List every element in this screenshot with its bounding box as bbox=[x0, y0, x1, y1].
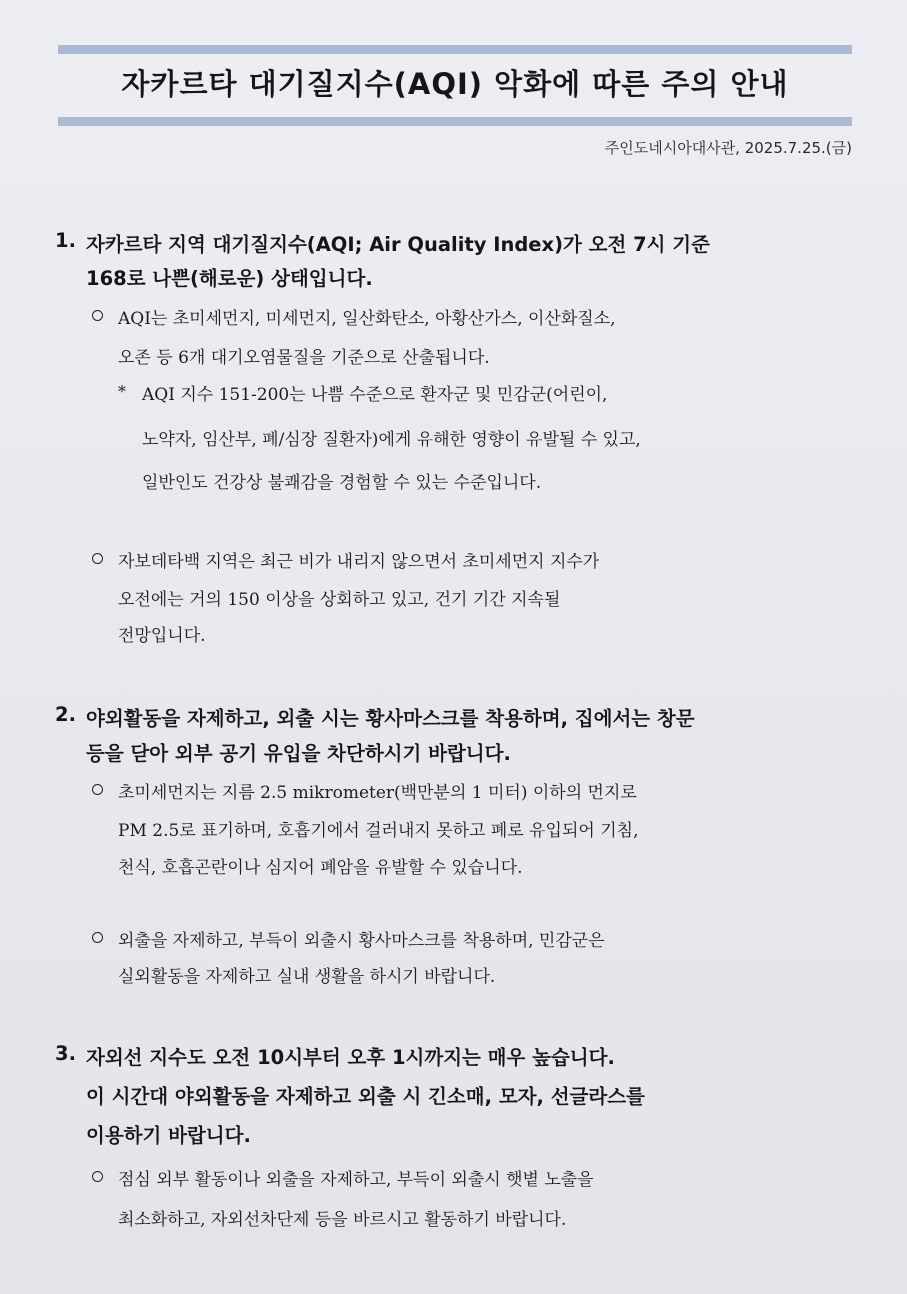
section-1-heading-line-1: 자카르타 지역 대기질지수(AQI; Air Quality Index)가 오전 7시 기준 bbox=[86, 233, 710, 256]
title-top-rule bbox=[58, 45, 852, 54]
section-1-note-line-3: 일반인도 건강상 불쾌감을 경험할 수 있는 수준입니다. bbox=[142, 473, 542, 493]
section-2-bullet-2-line-1: 외출을 자제하고, 부득이 외출시 황사마스크를 착용하며, 민감군은 bbox=[118, 931, 605, 951]
bullet-marker bbox=[92, 932, 103, 943]
section-3-heading-line-3: 이용하기 바랍니다. bbox=[86, 1124, 251, 1147]
bullet-marker bbox=[92, 553, 103, 564]
document-title: 자카르타 대기질지수(AQI) 악화에 따른 주의 안내 bbox=[121, 67, 789, 101]
section-2-heading-line-1: 야외활동을 자제하고, 외출 시는 황사마스크를 착용하며, 집에서는 창문 bbox=[86, 707, 695, 730]
section-2-bullet-2-line-2: 실외활동을 자제하고 실내 생활을 하시기 바랍니다. bbox=[118, 967, 496, 987]
section-1-note-line-1: AQI 지수 151-200는 나쁨 수준으로 환자군 및 민감군(어린이, bbox=[142, 385, 608, 405]
section-1-bullet-2-line-1: 자보데타백 지역은 최근 비가 내리지 않으면서 초미세먼지 지수가 bbox=[118, 552, 600, 572]
section-1-bullet-1-line-1: AQI는 초미세먼지, 미세먼지, 일산화탄소, 아황산가스, 이산화질소, bbox=[118, 309, 616, 329]
section-1-bullet-2-line-2: 오전에는 거의 150 이상을 상회하고 있고, 건기 기간 지속될 bbox=[118, 590, 561, 610]
section-3-bullet-1-line-1: 점심 외부 활동이나 외출을 자제하고, 부득이 외출시 햇볕 노출을 bbox=[118, 1170, 594, 1190]
section-2-number: 2. bbox=[55, 703, 76, 726]
bullet-marker bbox=[92, 310, 103, 321]
section-1-heading-line-2: 168로 나쁜(해로운) 상태입니다. bbox=[86, 267, 373, 290]
section-2-bullet-1-line-2: PM 2.5로 표기하며, 호흡기에서 걸러내지 못하고 폐로 유입되어 기침, bbox=[118, 821, 639, 841]
section-2-bullet-1-line-3: 천식, 호흡곤란이나 심지어 폐암을 유발할 수 있습니다. bbox=[118, 858, 523, 878]
section-3-heading-line-2: 이 시간대 야외활동을 자제하고 외출 시 긴소매, 모자, 선글라스를 bbox=[86, 1085, 645, 1108]
issuer-date: 주인도네시아대사관, 2025.7.25.(금) bbox=[604, 139, 852, 157]
section-3-heading-line-1: 자외선 지수도 오전 10시부터 오후 1시까지는 매우 높습니다. bbox=[86, 1046, 615, 1069]
section-1-number: 1. bbox=[55, 229, 76, 252]
section-1-bullet-2-line-3: 전망입니다. bbox=[118, 626, 206, 646]
bullet-marker bbox=[92, 1171, 103, 1182]
section-2-heading-line-2: 등을 닫아 외부 공기 유입을 차단하시기 바랍니다. bbox=[86, 742, 511, 765]
bullet-marker bbox=[92, 784, 103, 795]
section-1-note-line-2: 노약자, 임산부, 폐/심장 질환자)에게 유해한 영향이 유발될 수 있고, bbox=[142, 430, 641, 450]
section-3-number: 3. bbox=[55, 1042, 76, 1065]
note-asterisk: * bbox=[118, 382, 126, 401]
section-2-bullet-1-line-1: 초미세먼지는 지름 2.5 mikrometer(백만분의 1 미터) 이하의 먼지로 bbox=[118, 783, 637, 803]
title-bottom-rule bbox=[58, 117, 852, 126]
section-3-bullet-1-line-2: 최소화하고, 자외선차단제 등을 바르시고 활동하기 바랍니다. bbox=[118, 1210, 567, 1230]
section-1-bullet-1-line-2: 오존 등 6개 대기오염물질을 기준으로 산출됩니다. bbox=[118, 348, 490, 368]
